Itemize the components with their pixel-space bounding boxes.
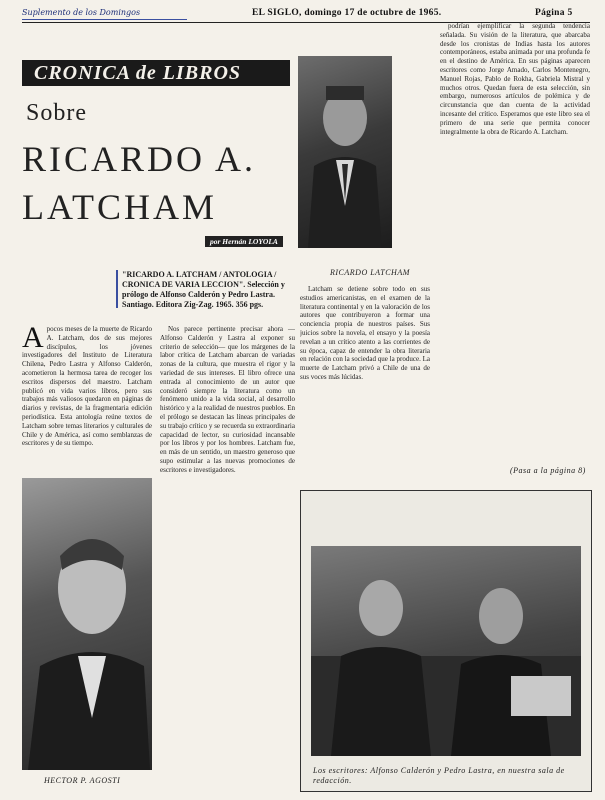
column-2-text: Nos parece pertinente precisar ahora —Alfonso Calderón y Lastra al exponer su criterio de selección— que los márgenes de la labor crítica de Latcham abarcan de variadas zonas de la cultura, que muestra el rigor y la variedad de sus intereses. El libro ofrece una entrada al conocimiento de un autor que consideró siempre la literatura como un fenómeno unido a la vida social, al desarrollo histórico y a la realidad de nuestros pueblos. En el prólogo se destacan las líneas principales de su trabajo crítico y se recuerda su extraordinaria capacidad de lector, su curiosidad incansable por los libros y por los hombres. Latcham fue, en más de un sentido, un maestro generoso que supo estimular a las nuevas promociones de escritores e investigadores. — [160, 325, 295, 474]
editors-photo — [311, 546, 581, 756]
column-1-text: pocos meses de la muerte de Ricardo A. Latcham, dos de sus mejores discípulos, los jóvenes investigadores del Instituto de Literatura Chilena, Pedro Lastra y Alfonso Calderón, acometieron la hermosa tarea de recoger los escritos dispersos del maestro. Latcham publicó en vida varios libros, pero sus trabajos más valiosos quedaron en páginas de diarios y revistas, de la fragmentaria edición periodística. Esta antología reúne textos de Latcham sobre temas literarios y culturales de Chile y de América, así como semblanzas de escritores y de su tiempo. — [22, 325, 152, 448]
editors-caption: Los escritores: Alfonso Calderón y Pedro Lastra, en nuestra sala de redacción. — [313, 766, 565, 785]
section-banner: CRONICA de LIBROS — [22, 60, 290, 86]
latcham-portrait-photo — [298, 56, 392, 248]
page-number: Página 5 — [535, 8, 573, 18]
editors-photo-frame — [300, 490, 592, 792]
handwritten-underline — [22, 19, 187, 20]
pencil-margin-mark — [116, 270, 118, 308]
article-column-4 — [440, 22, 590, 462]
title-line-2: LATCHAM — [22, 187, 218, 227]
column-3-text: Latcham se detiene sobre todo en sus estudios americanistas, en el examen de la literatura continental y en la valoración de los autores que contribuyeron a formar una conciencia propia de nuestros países. Sus juicios sobre la novela, el ensayo y la poesía revelan a un crítico atento a las corrientes de su época, capaz de entender la obra literaria en relación con la sociedad que la produce. La muerte de Latcham privó a Chile de una de sus voces más lúcidas. — [300, 285, 430, 381]
publication-line: EL SIGLO, domingo 17 de octubre de 1965. — [252, 8, 442, 18]
agosti-caption: HECTOR P. AGOSTI — [44, 776, 121, 785]
article-column-1 — [22, 325, 152, 465]
handwritten-note: Suplemento de los Domingos — [22, 8, 141, 17]
drop-cap: A — [22, 325, 44, 354]
article-column-3 — [300, 285, 430, 433]
bibliography-block: "RICARDO A. LATCHAM / ANTOLOGIA / CRONICA DE VARIA LECCION". Selección y prólogo de Alfonso Calderón y Pedro Lastra. Santiago. Editora Zig-Zag. 1965. 356 pgs. — [122, 270, 285, 309]
title-line-1: RICARDO A. — [22, 139, 257, 179]
title-small: Sobre — [26, 100, 87, 126]
byline: por Hernán LOYOLA — [205, 236, 283, 247]
editors-figures-icon — [311, 546, 581, 756]
continued-note: (Pasa a la página 8) — [510, 466, 586, 475]
portrait-caption: RICARDO LATCHAM — [330, 268, 410, 277]
portrait-figure-icon — [298, 56, 392, 248]
agosti-figure-icon — [22, 478, 152, 770]
article-column-2 — [160, 325, 295, 793]
column-4-text: podrían ejemplificar la segunda tendencia señalada. Su visión de la literatura, que abarcaba desde los cronistas de Indias hasta los autores contemporáneos, estaba animada por una profunda fe en el destino de América. En sus páginas aparecen escritores como Jorge Amado, Carlos Montenegro, Manuel Rojas, Pablo de Rokha, Gabriela Mistral y muchos otros. Quedan fuera de esta selección, sin embargo, numerosos artículos de polémica y de circunstancia que dan cuenta de la actividad incesante del crítico. Esperamos que este libro sea el primero de una serie que permita conocer integralmente la obra de Ricardo A. Latcham. — [440, 22, 590, 136]
agosti-portrait-photo — [22, 478, 152, 770]
